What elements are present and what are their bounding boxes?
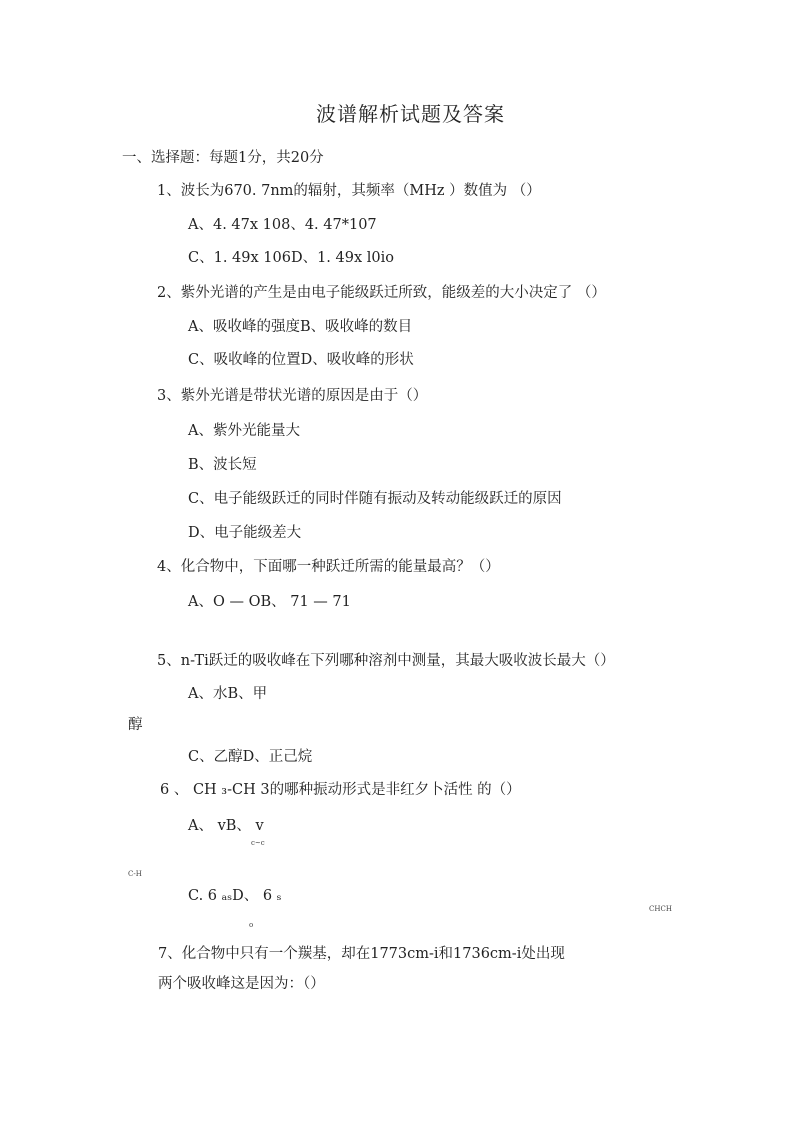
question-5-stem: 5、n-Ti跃迁的吸收峰在下列哪种溶剂中测量，其最大吸收波长最大（） xyxy=(157,653,615,669)
question-6-subscript-ch: C-H xyxy=(128,870,142,878)
question-3-option-c: C、电子能级跃迁的同时伴随有振动及转动能级跃迁的原因 xyxy=(188,491,562,507)
question-6-subscript-o: o xyxy=(249,921,254,929)
question-5-options-ab: A、水B、甲 xyxy=(188,686,268,702)
question-1-options-cd: C、1. 49x 106D、1. 49x l0io xyxy=(188,250,394,266)
question-6-subscript-chch: CHCH xyxy=(649,905,672,913)
question-4-stem: 4、化合物中，下面哪一种跃迁所需的能量最高？（） xyxy=(157,559,500,575)
question-3-option-b: B、波长短 xyxy=(188,457,257,473)
question-2-options-cd: C、吸收峰的位置D、吸收峰的形状 xyxy=(188,352,414,368)
question-7-stem-continued: 两个吸收峰这是因为：（） xyxy=(158,976,325,992)
question-3-stem: 3、紫外光谱是带状光谱的原因是由于（） xyxy=(157,388,428,404)
question-6-subscript-cc: c~c xyxy=(251,839,265,847)
question-5-options-cd: C、乙醇D、正己烷 xyxy=(188,749,313,765)
question-2-options-ab: A、吸收峰的强度B、吸收峰的数目 xyxy=(188,319,413,335)
question-3-option-a: A、紫外光能量大 xyxy=(188,423,300,439)
question-3-option-d: D、电子能级差大 xyxy=(188,525,302,541)
question-6-options-cd: C. 6 ₐₛD、 6 ₛ xyxy=(188,888,282,904)
question-7-stem: 7、化合物中只有一个羰基，却在1773cm-i和1736cm-i处出现 xyxy=(158,946,565,962)
question-5-wrapped-text: 醇 xyxy=(128,717,143,733)
question-6-stem: 6 、 CH ₃-CH 3的哪种振动形式是非红夕卜活性 的（） xyxy=(160,782,521,798)
question-4-option-a: A、O — OB、 71 — 71 xyxy=(188,594,351,610)
question-1-options-ab: A、4. 47x 108、4. 47*107 xyxy=(188,217,377,233)
section-heading: 一、选择题：每题1分，共20分 xyxy=(122,150,324,166)
document-title: 波谱解析试题及答案 xyxy=(316,102,505,126)
question-2-stem: 2、紫外光谱的产生是由电子能级跃迁所致，能级差的大小决定了 （） xyxy=(157,285,606,301)
question-1-stem: 1、波长为670. 7nm的辐射，其频率（MHz ）数值为 （） xyxy=(157,183,541,199)
question-6-options-ab: A、 vB、 v xyxy=(188,818,264,834)
